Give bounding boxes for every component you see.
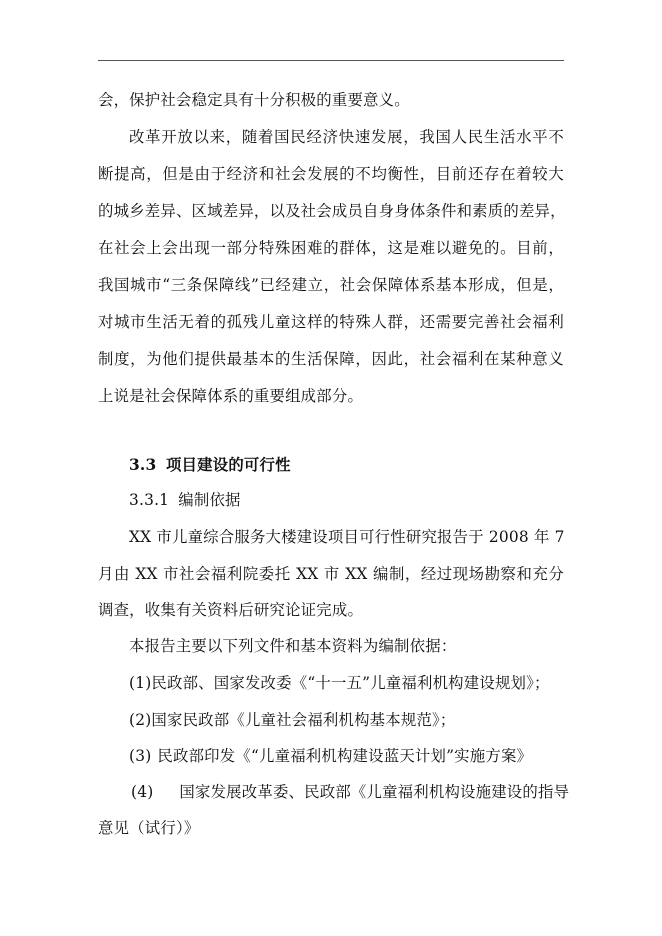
section-number: 3.3	[129, 456, 157, 474]
section-title: 项目建设的可行性	[165, 456, 291, 474]
subsection-title: 编制依据	[178, 491, 241, 509]
list-item	[129, 746, 564, 766]
subsection-number: 3.3.1	[129, 491, 170, 509]
list-item	[129, 710, 564, 730]
paragraph-line: 制度，为他们提供最基本的生活保障，因此，社会福利在某种意义	[98, 350, 564, 368]
list-text: 民政部印发《“儿童福利机构建设蓝天计划”实施方案》	[157, 747, 533, 765]
paragraph-line: 调查，收集有关资料后研究论证完成。	[98, 601, 364, 619]
paragraph-line: 我国城市“三条保障线”已经建立，社会保障体系基本形成，但是，	[98, 276, 564, 294]
paragraph-line: 对城市生活无着的孤残儿童这样的特殊人群，还需要完善社会福利	[98, 313, 564, 331]
list-marker: (1)	[129, 674, 152, 692]
paragraph-line: 断提高，但是由于经济和社会发展的不均衡性，目前还存在着较大	[98, 165, 564, 183]
paragraph-line: 月由 XX 市社会福利院委托 XX 市 XX 编制，经过现场勘察和充分	[98, 565, 564, 583]
paragraph-line: 的城乡差异、区域差异，以及社会成员自身身体条件和素质的差异，	[98, 202, 566, 220]
header-rule	[98, 60, 564, 61]
paragraph-line: XX 市儿童综合服务大楼建设项目可行性研究报告于 2008 年 7	[129, 528, 565, 546]
list-text: 国家民政部《儿童社会福利机构基本规范》；	[151, 711, 456, 729]
paragraph-line: 本报告主要以下列文件和基本资料为编制依据：	[129, 637, 457, 655]
list-item	[129, 673, 569, 693]
paragraph-line: 上说是社会保障体系的重要组成部分。	[98, 387, 364, 405]
list-marker: (3)	[129, 747, 152, 765]
list-text: 国家发展改革委、民政部《儿童福利机构设施建设的指导	[179, 783, 570, 801]
list-item	[131, 782, 570, 802]
list-marker: (4)	[131, 783, 154, 801]
paragraph-line: 会，保护社会稳定具有十分积极的重要意义。	[98, 91, 410, 109]
list-marker: (2)	[129, 711, 152, 729]
subsection-heading	[129, 490, 564, 510]
paragraph-line: 改革开放以来，随着国民经济快速发展，我国人民生活水平不	[129, 128, 564, 146]
list-text: 民政部、国家发改委《“十一五”儿童福利机构建设规划》；	[151, 674, 550, 692]
section-heading	[129, 455, 564, 475]
paragraph-line: 在社会上会出现一部分特殊困难的群体，这是难以避免的。目前，	[98, 239, 564, 257]
list-item-continuation: 意见（试行）》	[98, 819, 200, 837]
